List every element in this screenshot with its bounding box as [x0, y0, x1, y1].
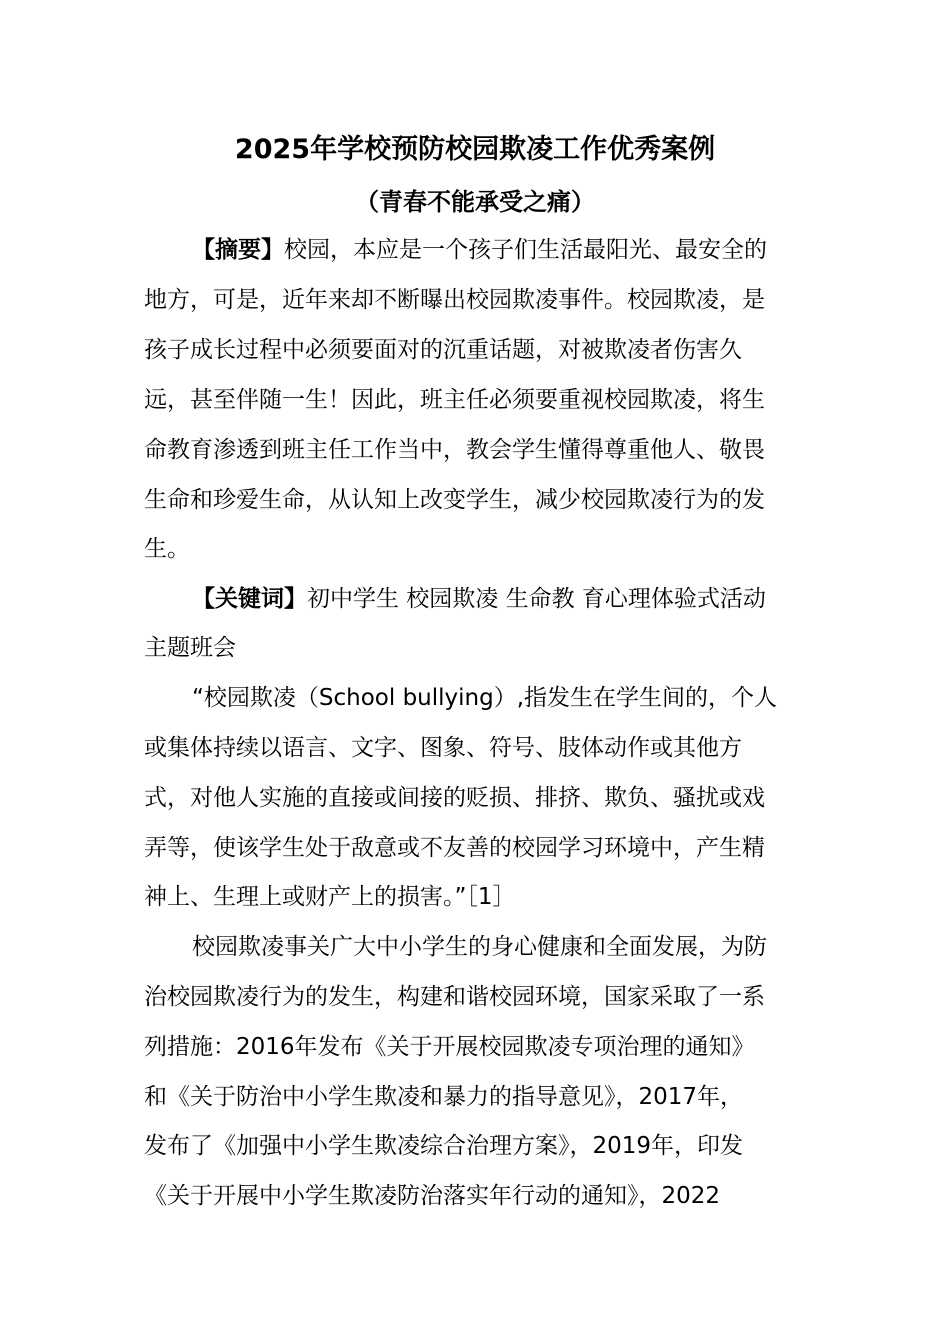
abstract-line: 生。 [144, 536, 190, 562]
keywords-text: 初中学生 校园欺凌 生命教 育心理体验式活动 [307, 586, 766, 612]
abstract-text: 校园，本应是一个孩子们生活最阳光、最安全的 [284, 237, 767, 263]
abstract-line: 命教育渗透到班主任工作当中，教会学生懂得尊重他人、敬畏 [144, 437, 765, 463]
abstract-line: 地方，可是，近年来却不断曝出校园欺凌事件。校园欺凌，是 [144, 287, 765, 313]
keywords-line [192, 583, 766, 615]
abstract-line: 远，甚至伴随一生！因此，班主任必须要重视校园欺凌，将生 [144, 387, 765, 413]
keywords-label: 【关键词】 [192, 586, 307, 612]
keywords-line: 主题班会 [144, 635, 236, 661]
policy-line: 治校园欺凌行为的发生，构建和谐校园环境，国家采取了一系 [144, 984, 765, 1010]
abstract-label: 【摘要】 [192, 237, 284, 263]
policy-line: 《关于开展中小学生欺凌防治落实年行动的通知》，2022 [144, 1183, 721, 1209]
document-subtitle: （青春不能承受之痛） [355, 188, 595, 216]
policy-line: 发布了《加强中小学生欺凌综合治理方案》，2019年，印发 [144, 1133, 744, 1159]
document-title: 2025年学校预防校园欺凌工作优秀案例 [234, 134, 716, 165]
policy-line: 校园欺凌事关广大中小学生的身心健康和全面发展，为防 [192, 934, 767, 960]
policy-line: 列措施：2016年发布《关于开展校园欺凌专项治理的通知》 [144, 1034, 755, 1060]
policy-line: 和《关于防治中小学生欺凌和暴力的指导意见》，2017年， [144, 1084, 744, 1110]
definition-line: 或集体持续以语言、文字、图象、符号、肢体动作或其他方 [144, 735, 742, 761]
definition-line: “校园欺凌（School bullying）,指发生在学生间的，个人 [192, 685, 778, 711]
abstract-line: 生命和珍爱生命，从认知上改变学生，减少校园欺凌行为的发 [144, 487, 765, 513]
definition-line: 式，对他人实施的直接或间接的贬损、排挤、欺负、骚扰或戏 [144, 785, 765, 811]
abstract-line: 孩子成长过程中必须要面对的沉重话题，对被欺凌者伤害久 [144, 337, 742, 363]
definition-line: 神上、生理上或财产上的损害。”［1］ [144, 884, 516, 910]
definition-line: 弄等，使该学生处于敌意或不友善的校园学习环境中，产生精 [144, 835, 765, 861]
abstract-line [192, 234, 767, 266]
